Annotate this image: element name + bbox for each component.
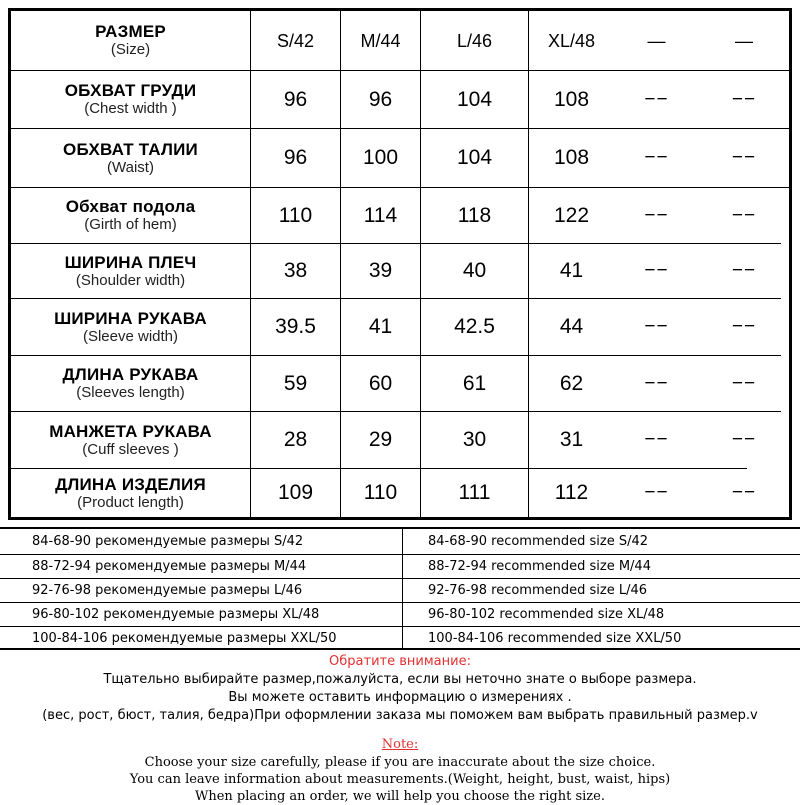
table-row (11, 412, 789, 468)
recommendation-row (0, 530, 800, 553)
cell-value: 61 (421, 356, 529, 411)
cell-value: 30 (421, 412, 529, 468)
cell-value: −− (731, 204, 757, 226)
recommendation-en: 84-68-90 recommended size S/42 (428, 534, 649, 549)
table-row (11, 244, 789, 298)
table-row (11, 129, 789, 187)
recommendation-ru: 84-68-90 рекомендуемые размеры S/42 (32, 534, 304, 549)
row-label-en: (Product length) (77, 493, 184, 511)
cell-value: −− (644, 88, 669, 110)
row-label-en: (Chest width ) (84, 100, 177, 117)
header-size-m: M/44 (341, 11, 421, 70)
recommendation-ru: 96-80-102 рекомендуемые размеры XL/48 (32, 607, 320, 622)
cell-value: 104 (421, 129, 529, 187)
row-label-cell (11, 356, 251, 411)
recommendation-en: 100-84-106 recommended size XXL/50 (428, 631, 682, 646)
cell-value: −− (731, 429, 757, 450)
recommendation-row (0, 555, 800, 578)
recommendation-ru: 100-84-106 рекомендуемые размеры XXL/50 (32, 631, 337, 646)
header-label-ru: РАЗМЕР (95, 22, 166, 41)
table-header-row (11, 11, 789, 70)
table-row (11, 356, 789, 411)
cell-value: 28 (251, 412, 341, 468)
row-label-cell (11, 71, 251, 128)
notes-section (0, 652, 800, 805)
recommendation-en: 88-72-94 recommended size M/44 (428, 559, 651, 574)
cell-value: 44 (559, 315, 584, 338)
row-label-en: (Waist) (107, 158, 154, 176)
header-size-l: L/46 (421, 11, 529, 70)
cell-value: −− (731, 147, 757, 168)
table-row (11, 188, 789, 243)
row-label-cell (11, 188, 251, 243)
cell-value: −− (644, 260, 669, 281)
cell-value: −− (644, 372, 669, 394)
row-label-cell (11, 299, 251, 355)
row-label-en: (Sleeve width) (82, 327, 179, 345)
recommendation-ru: 88-72-94 рекомендуемые размеры M/44 (32, 559, 307, 574)
cell-value: 59 (251, 356, 341, 411)
size-chart-table (8, 8, 792, 520)
cell-value: −− (731, 88, 757, 110)
recommendation-row (0, 603, 800, 626)
cell-value: −− (731, 260, 757, 281)
row-label-ru: ДЛИНА ИЗДЕЛИЯ (55, 474, 206, 494)
cell-value: 112 (554, 481, 589, 504)
cell-value: 39 (341, 244, 421, 298)
recommendation-row (0, 627, 800, 650)
recommended-size-table (0, 527, 800, 650)
row-label-en: (Shoulder width) (75, 271, 186, 289)
note-line-en: Choose your size carefully, please if you are inaccurate about the size choice. (144, 755, 656, 770)
row-label-cell (11, 469, 251, 517)
row-label-cell (11, 129, 251, 187)
row-label-en: (Sleeves length) (76, 384, 185, 401)
cell-value: 96 (251, 129, 341, 187)
cell-value: 122 (553, 203, 590, 227)
cell-value: 96 (251, 71, 341, 128)
header-size-xl: XL/48 (547, 30, 596, 51)
cell-value: 96 (341, 71, 421, 128)
cell-value: −− (644, 482, 669, 503)
cell-value: 118 (421, 188, 529, 243)
row-label-ru: ОБХВАТ ТАЛИИ (63, 139, 198, 159)
header-size-empty-2: — (735, 30, 753, 51)
row-label-en: (Girth of hem) (84, 216, 177, 233)
header-size-empty-1: — (647, 30, 666, 51)
recommendation-ru: 92-76-98 рекомендуемые размеры L/46 (32, 583, 303, 598)
note-line-ru: (вес, рост, бюст, талия, бедра)При оформлении заказа мы поможем вам выбрать правильный размер.v (42, 708, 758, 723)
row-label-cell (11, 244, 251, 298)
recommendation-en: 96-80-102 recommended size XL/48 (428, 607, 665, 622)
header-size-s: S/42 (251, 11, 341, 70)
note-line-ru: Вы можете оставить информацию о измерениях . (228, 690, 572, 705)
cell-value: −− (644, 316, 669, 337)
cell-value: 41 (341, 299, 421, 355)
recommendation-row (0, 579, 800, 602)
note-line-en: When placing an order, we will help you choose the right size. (195, 789, 605, 804)
cell-value: 108 (553, 146, 590, 169)
cell-value: 40 (421, 244, 529, 298)
note-title-en: Note: (381, 737, 419, 752)
cell-value: 100 (341, 129, 421, 187)
cell-value: 42.5 (421, 299, 529, 355)
cell-value: 108 (553, 87, 590, 111)
cell-value: 114 (341, 188, 421, 243)
row-label-ru: МАНЖЕТА РУКАВА (49, 421, 212, 441)
header-label-en: (Size) (110, 41, 151, 58)
table-row (11, 469, 789, 517)
cell-value: 41 (559, 259, 584, 282)
table-row (11, 71, 789, 128)
header-label-cell (11, 11, 251, 70)
note-title-ru: Обратите внимание: (329, 654, 471, 669)
cell-value: 110 (341, 469, 421, 517)
row-label-en: (Cuff sleeves ) (82, 440, 179, 458)
cell-value: 31 (559, 428, 584, 451)
cell-value: 39.5 (251, 299, 341, 355)
cell-value: 29 (341, 412, 421, 468)
row-label-ru: ШИРИНА РУКАВА (54, 308, 207, 328)
table-row (11, 299, 789, 355)
cell-value: 38 (251, 244, 341, 298)
cell-value: 110 (251, 188, 341, 243)
recommendation-en: 92-76-98 recommended size L/46 (428, 583, 648, 598)
row-label-ru: Обхват подола (65, 197, 196, 216)
cell-value: 111 (421, 469, 529, 517)
row-label-ru: ОБХВАТ ГРУДИ (64, 81, 197, 100)
row-label-ru: ШИРИНА ПЛЕЧ (64, 252, 197, 272)
note-line-en: You can leave information about measurements.(Weight, height, bust, waist, hips) (129, 772, 671, 787)
cell-value: −− (644, 429, 669, 450)
cell-value: 104 (421, 71, 529, 128)
cell-value: −− (644, 147, 669, 168)
cell-value: −− (731, 316, 757, 337)
note-line-ru: Тщательно выбирайте размер,пожалуйста, если вы неточно знате о выборе размера. (103, 672, 697, 687)
row-label-cell (11, 412, 251, 468)
cell-value: 60 (341, 356, 421, 411)
cell-value: 62 (559, 371, 584, 395)
cell-value: −− (731, 482, 757, 503)
cell-value: −− (731, 372, 757, 394)
cell-value: −− (644, 204, 669, 226)
cell-value: 109 (251, 469, 341, 517)
row-label-ru: ДЛИНА РУКАВА (62, 365, 199, 384)
